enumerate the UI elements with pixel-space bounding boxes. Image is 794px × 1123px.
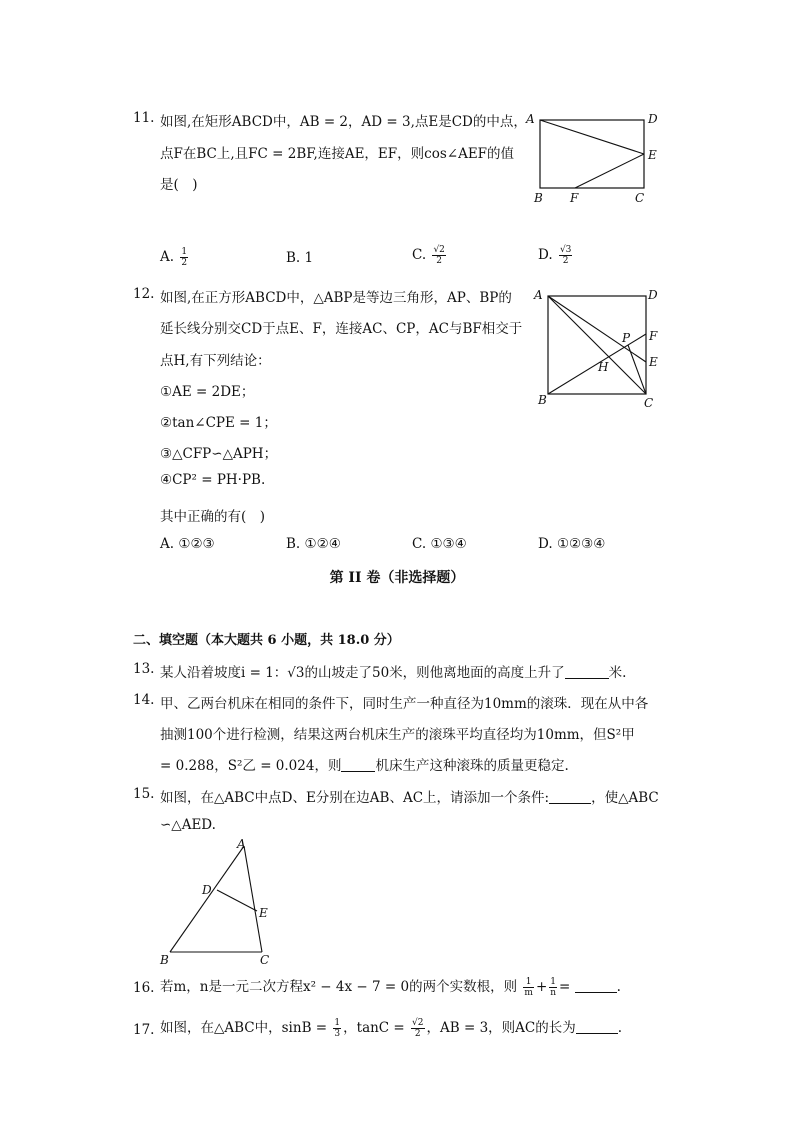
q15-label-a: A xyxy=(237,837,246,851)
q12-label-d: D xyxy=(648,288,658,302)
q15-number: 15. xyxy=(133,786,155,802)
q15-segment-de xyxy=(217,890,257,911)
q11-label-c: C xyxy=(635,191,645,205)
q12-option-d: D. ①②③④ xyxy=(538,536,606,552)
q14-line1: 甲、乙两台机床在相同的条件下，同时生产一种直径为10mm的滚珠．现在从中各 xyxy=(160,696,649,712)
q14-line2: 抽测100个进行检测，结果这两台机床生产的滚珠平均直径均为10mm，但S²甲 xyxy=(160,727,635,743)
q13-number: 13. xyxy=(133,661,155,677)
q11-option-b: B. 1 xyxy=(286,250,314,266)
q11-label-e: E xyxy=(648,148,657,162)
q12-line-cp xyxy=(628,345,646,394)
q12-label-e: E xyxy=(649,355,658,369)
q12-line2: 延长线分别交CD于点E、F，连接AC、CP，AC与BF相交于 xyxy=(160,321,523,337)
q13-text: 某人沿着坡度i = 1：√3的山坡走了50米，则他离地面的高度上升了 米. xyxy=(160,665,627,681)
q15-line1: 如图，在△ABC中点D、E分别在边AB、AC上，请添加一个条件: ，使△ABC xyxy=(160,790,659,806)
part2-title: 第 II 卷（非选择题） xyxy=(329,570,465,586)
q12-option-c: C. ①③④ xyxy=(412,536,467,552)
q11-label-b: B xyxy=(534,191,543,205)
q12-conclusion-1: ①AE = 2DE； xyxy=(160,384,255,400)
q11-line1: 如图,在矩形ABCD中，AB = 2，AD = 3,点E是CD的中点， xyxy=(160,114,527,130)
q14-number: 14. xyxy=(133,692,155,708)
q12-conclusion-2: ②tan∠CPE = 1； xyxy=(160,415,277,431)
q11-option-d: D. $\frac{√3}{2}$ xyxy=(538,245,572,266)
q12-line-bf xyxy=(548,334,646,394)
q11-label-f: F xyxy=(570,191,579,205)
q12-label-f: F xyxy=(649,329,658,343)
q17-blank[interactable] xyxy=(576,1021,618,1034)
q16-text: 若m，n是一元二次方程x² − 4x − 7 = 0的两个实数根，则 $\frac{1}{m}$ + $\frac{1}{n}$ = . xyxy=(160,977,621,998)
q11-line2: 点F在BC上,且FC = 2BF,连接AE，EF，则cos∠AEF的值 xyxy=(160,146,515,162)
q12-label-b: B xyxy=(538,393,547,407)
q12-figure xyxy=(528,282,673,412)
q15-label-d: D xyxy=(202,883,212,897)
q11-line-ae xyxy=(540,120,644,154)
q15-label-c: C xyxy=(260,953,270,967)
q16-number: 16. xyxy=(133,980,155,996)
q17-number: 17. xyxy=(133,1022,155,1038)
q12-line-ae xyxy=(548,296,646,362)
q12-line-ac xyxy=(548,296,646,394)
q12-label-c: C xyxy=(644,396,654,410)
q12-number: 12. xyxy=(133,286,155,302)
q15-label-e: E xyxy=(259,906,268,920)
q12-label-p: P xyxy=(622,331,631,345)
q11-line3: 是( ) xyxy=(160,177,198,193)
q15-figure xyxy=(150,836,290,968)
section2-title: 二、填空题（本大题共 6 小题，共 18.0 分） xyxy=(133,633,400,648)
q12-line1: 如图,在正方形ABCD中，△ABP是等边三角形，AP、BP的 xyxy=(160,290,512,306)
q14-blank[interactable] xyxy=(341,759,375,772)
q12-question: 其中正确的有( ) xyxy=(160,509,266,525)
q12-conclusion-4: ④CP² = PH·PB. xyxy=(160,472,266,488)
q11-label-d: D xyxy=(648,112,658,126)
q11-figure xyxy=(520,105,670,210)
q15-side-ab xyxy=(170,846,244,952)
q11-number: 11. xyxy=(133,110,155,126)
q12-label-h: H xyxy=(598,360,609,374)
q12-line3: 点H,有下列结论： xyxy=(160,353,271,369)
q11-option-a: A. $\frac{1}{2}$ xyxy=(160,247,188,268)
q15-label-b: B xyxy=(160,953,169,967)
q14-line3: = 0.288，S²乙 = 0.024，则 机床生产这种滚珠的质量更稳定. xyxy=(160,758,569,774)
q11-line-ef xyxy=(575,154,644,188)
q12-option-a: A. ①②③ xyxy=(160,536,215,552)
q17-text: 如图，在△ABC中，sinB = $\frac{1}{3}$ ，tanC = $\frac{√2}{2}$ ，AB = 3，则AC的长为 . xyxy=(160,1018,623,1039)
q11-option-c: C. $\frac{√2}{2}$ xyxy=(412,245,445,266)
q12-option-b: B. ①②④ xyxy=(286,536,341,552)
q12-conclusion-3: ③△CFP∽△APH； xyxy=(160,446,278,462)
q13-blank[interactable] xyxy=(565,666,609,679)
q16-blank[interactable] xyxy=(575,980,617,993)
q15-line2: ∽△AED. xyxy=(160,817,216,833)
q15-side-ac xyxy=(244,846,262,952)
q11-rect-abcd xyxy=(540,120,644,188)
q12-label-a: A xyxy=(534,288,543,302)
q11-label-a: A xyxy=(526,112,535,126)
q15-blank[interactable] xyxy=(549,791,591,804)
